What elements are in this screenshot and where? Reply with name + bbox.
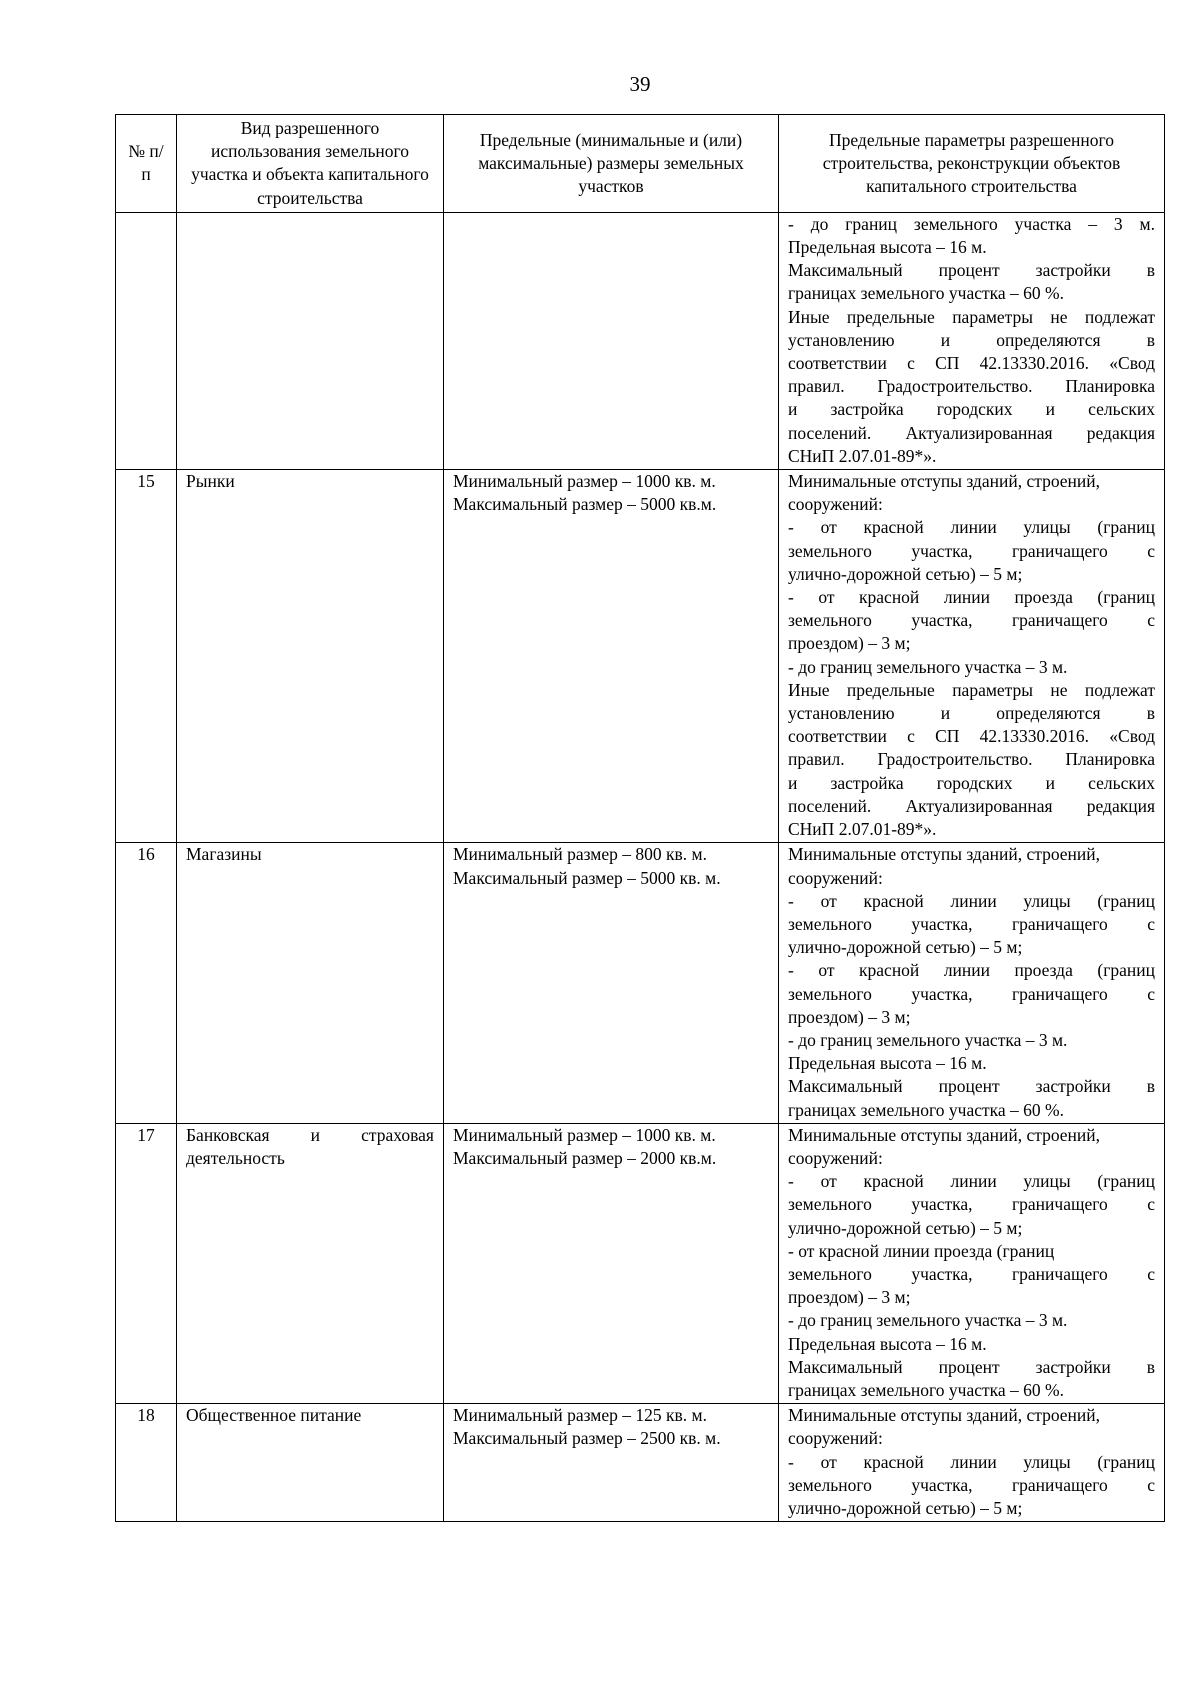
param-line: правил. Градостроительство. Планировка bbox=[788, 749, 1155, 770]
param-line: Минимальные отступы зданий, строений, bbox=[788, 1124, 1101, 1145]
param-line: Максимальный процент застройки в bbox=[788, 1356, 1155, 1377]
row-number: 16 bbox=[116, 843, 177, 1123]
param-line: улично-дорожной сетью) – 5 м; bbox=[788, 1217, 1023, 1238]
param-line: поселений. Актуализированная редакция bbox=[788, 422, 1155, 443]
max-size-text: Максимальный размер – 2000 кв.м. bbox=[453, 1147, 717, 1168]
param-line: правил. Градостроительство. Планировка bbox=[788, 376, 1155, 397]
header-plot-sizes: Предельные (минимальные и (или) максимальные) размеры земельных участков bbox=[444, 115, 779, 213]
param-line: Минимальные отступы зданий, строений, bbox=[788, 1405, 1101, 1426]
param-line: - до границ земельного участка – 3 м. bbox=[788, 213, 1155, 234]
param-line: границах земельного участка – 60 %. bbox=[788, 283, 1064, 304]
max-size-text: Максимальный размер – 5000 кв.м. bbox=[453, 494, 717, 515]
min-size-text: Минимальный размер – 125 кв. м. bbox=[453, 1405, 707, 1426]
param-line: земельного участка, граничащего с bbox=[788, 1194, 1155, 1215]
table-row bbox=[116, 212, 1165, 469]
permitted-use-cell: Общественное питание bbox=[177, 1404, 444, 1522]
param-line: - до границ земельного участка – 3 м. bbox=[788, 1310, 1068, 1331]
plot-sizes-cell bbox=[444, 212, 779, 469]
permitted-use-cell bbox=[177, 1123, 444, 1403]
param-line: проездом) – 3 м; bbox=[788, 633, 911, 654]
plot-sizes-cell bbox=[444, 843, 779, 1123]
header-construction-params: Предельные параметры разрешенного строительства, реконструкции объектов капитального строительства bbox=[779, 115, 1165, 213]
param-line: Минимальные отступы зданий, строений, bbox=[788, 844, 1101, 865]
construction-params-cell bbox=[779, 212, 1165, 469]
param-line: Предельная высота – 16 м. bbox=[788, 237, 987, 258]
param-line: земельного участка, граничащего с bbox=[788, 983, 1155, 1004]
row-number bbox=[116, 212, 177, 469]
param-line: проездом) – 3 м; bbox=[788, 1287, 911, 1308]
table-row bbox=[116, 843, 1165, 1123]
param-line: границах земельного участка – 60 %. bbox=[788, 1099, 1064, 1120]
param-line: соответствии с СП 42.13330.2016. «Свод bbox=[788, 726, 1155, 747]
max-size-text: Максимальный размер – 5000 кв. м. bbox=[453, 867, 721, 888]
param-line: - до границ земельного участка – 3 м. bbox=[788, 1029, 1068, 1050]
param-line: - от красной линии улицы (границ bbox=[788, 517, 1155, 538]
param-line: - от красной линии улицы (границ bbox=[788, 890, 1155, 911]
param-line: установлению и определяются в bbox=[788, 329, 1155, 350]
max-size-text: Максимальный размер – 2500 кв. м. bbox=[453, 1428, 721, 1449]
construction-params-cell bbox=[779, 1404, 1165, 1522]
table-body bbox=[116, 212, 1165, 1521]
construction-params-cell bbox=[779, 470, 1165, 843]
table-header-row bbox=[116, 115, 1165, 213]
param-line: земельного участка, граничащего с bbox=[788, 540, 1155, 561]
param-line: Иные предельные параметры не подлежат bbox=[788, 679, 1155, 700]
param-line: - от красной линии проезда (границ bbox=[788, 587, 1155, 608]
param-line: улично-дорожной сетью) – 5 м; bbox=[788, 1497, 1023, 1518]
table-row bbox=[116, 1404, 1165, 1522]
header-number: № п/п bbox=[116, 115, 177, 213]
param-line: - от красной линии улицы (границ bbox=[788, 1171, 1155, 1192]
param-line: земельного участка, граничащего с bbox=[788, 1474, 1155, 1495]
regulations-table bbox=[115, 114, 1165, 1522]
param-line: земельного участка, граничащего с bbox=[788, 913, 1155, 934]
param-line: границах земельного участка – 60 %. bbox=[788, 1379, 1064, 1400]
construction-params-cell bbox=[779, 843, 1165, 1123]
page-number: 39 bbox=[629, 72, 651, 96]
param-line: Максимальный процент застройки в bbox=[788, 1076, 1155, 1097]
param-line: сооружений: bbox=[788, 494, 883, 515]
param-line: сооружений: bbox=[788, 867, 883, 888]
param-line: земельного участка, граничащего с bbox=[788, 1263, 1155, 1284]
param-line: сооружений: bbox=[788, 1147, 883, 1168]
min-size-text: Минимальный размер – 800 кв. м. bbox=[453, 844, 707, 865]
param-line: Минимальные отступы зданий, строений, bbox=[788, 471, 1101, 492]
row-number: 18 bbox=[116, 1404, 177, 1522]
param-line: - от красной линии проезда (границ bbox=[788, 1240, 1055, 1261]
param-line: Иные предельные параметры не подлежат bbox=[788, 306, 1155, 327]
plot-sizes-cell bbox=[444, 1404, 779, 1522]
param-line: проездом) – 3 м; bbox=[788, 1006, 911, 1027]
param-line: соответствии с СП 42.13330.2016. «Свод bbox=[788, 353, 1155, 374]
param-line: Максимальный процент застройки в bbox=[788, 260, 1155, 281]
param-line: поселений. Актуализированная редакция bbox=[788, 795, 1155, 816]
plot-sizes-cell bbox=[444, 1123, 779, 1403]
param-line: - от красной линии проезда (границ bbox=[788, 960, 1155, 981]
row-number: 17 bbox=[116, 1123, 177, 1403]
permitted-use-cell: Магазины bbox=[177, 843, 444, 1123]
param-line: Предельная высота – 16 м. bbox=[788, 1333, 987, 1354]
param-line: и застройка городских и сельских bbox=[788, 772, 1155, 793]
param-line: земельного участка, граничащего с bbox=[788, 610, 1155, 631]
param-line: Предельная высота – 16 м. bbox=[788, 1053, 987, 1074]
plot-sizes-cell bbox=[444, 470, 779, 843]
param-line: и застройка городских и сельских bbox=[788, 399, 1155, 420]
param-line: улично-дорожной сетью) – 5 м; bbox=[788, 937, 1023, 958]
param-line: улично-дорожной сетью) – 5 м; bbox=[788, 563, 1023, 584]
param-line: - от красной линии улицы (границ bbox=[788, 1451, 1155, 1472]
param-line: СНиП 2.07.01-89*». bbox=[788, 445, 937, 466]
permitted-use-line: деятельность bbox=[186, 1147, 285, 1168]
table-row bbox=[116, 1123, 1165, 1403]
param-line: СНиП 2.07.01-89*». bbox=[788, 819, 937, 840]
header-permitted-use: Вид разрешенного использования земельного участка и объекта капитального строительства bbox=[177, 115, 444, 213]
permitted-use-cell: Рынки bbox=[177, 470, 444, 843]
permitted-use-cell bbox=[177, 212, 444, 469]
param-line: сооружений: bbox=[788, 1428, 883, 1449]
min-size-text: Минимальный размер – 1000 кв. м. bbox=[453, 471, 716, 492]
param-line: - до границ земельного участка – 3 м. bbox=[788, 656, 1068, 677]
min-size-text: Минимальный размер – 1000 кв. м. bbox=[453, 1124, 716, 1145]
table-row bbox=[116, 470, 1165, 843]
construction-params-cell bbox=[779, 1123, 1165, 1403]
param-line: установлению и определяются в bbox=[788, 703, 1155, 724]
permitted-use-line: Банковская и страховая bbox=[186, 1124, 434, 1145]
row-number: 15 bbox=[116, 470, 177, 843]
